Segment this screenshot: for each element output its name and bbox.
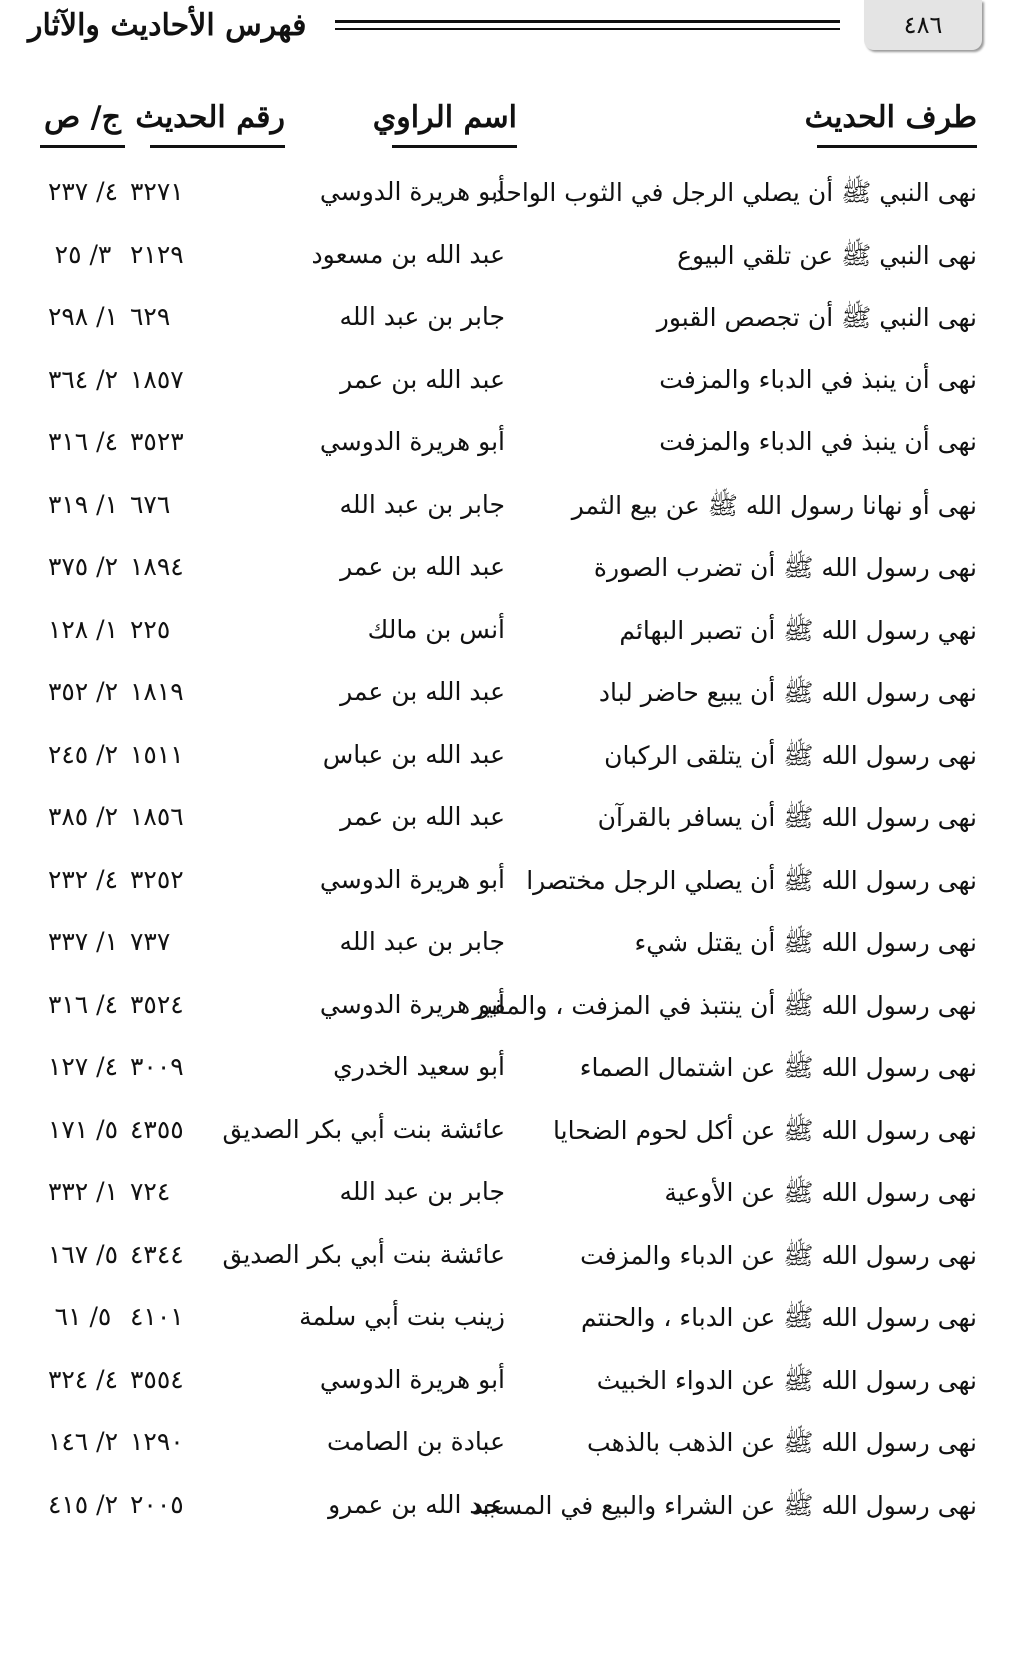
table-row <box>0 1042 1010 1105</box>
volume-page-ref: ٢/ ٣٨٥ <box>47 802 119 831</box>
volume-page-ref: ٤/ ١٢٧ <box>47 1052 119 1081</box>
column-header-volume-page: ج/ ص <box>40 100 125 148</box>
hadith-number: ٢٢٥ <box>130 614 171 644</box>
hadith-index-table <box>0 167 1010 1542</box>
table-row <box>0 230 1010 293</box>
volume-page-ref: ٤/ ٢٣٢ <box>47 864 119 894</box>
running-title: فهرس الأحاديث والآثار <box>28 8 307 43</box>
hadith-number: ٣٥٥٤ <box>130 1364 184 1394</box>
hadith-incipit: نهى رسول الله ﷺ عن الدباء ، والحنتم <box>580 1303 977 1332</box>
hadith-incipit: نهى رسول الله ﷺ أن يسافر بالقرآن <box>597 803 977 832</box>
narrator-name: عبد الله بن عمرو <box>328 1489 505 1519</box>
volume-page-ref: ٥/ ١٧١ <box>47 1114 119 1144</box>
hadith-incipit: نهى رسول الله ﷺ عن اشتمال الصماء <box>579 1053 977 1082</box>
narrator-name: أبو هريرة الدوسي <box>319 177 505 206</box>
hadith-incipit: نهي رسول الله ﷺ أن تصبر البهائم <box>619 615 977 645</box>
volume-page-ref: ١/ ٣٣٢ <box>47 1177 119 1206</box>
narrator-name: جابر بن عبد الله <box>339 302 505 331</box>
narrator-name: أبو هريرة الدوسي <box>319 989 505 1019</box>
table-row <box>0 730 1010 793</box>
table-row <box>0 417 1010 480</box>
hadith-incipit: نهى أن ينبذ في الدباء والمزفت <box>659 364 977 394</box>
table-row <box>0 480 1010 543</box>
volume-page-ref: ٢/ ٣٥٢ <box>47 677 119 706</box>
narrator-name: زينب بنت أبي سلمة <box>299 1302 505 1331</box>
table-row <box>0 855 1010 918</box>
narrator-name: أنس بن مالك <box>367 614 505 644</box>
narrator-name: عبد الله بن عمر <box>340 364 505 394</box>
narrator-name: جابر بن عبد الله <box>339 1177 505 1206</box>
volume-page-ref: ٤/ ٣١٦ <box>47 427 119 456</box>
hadith-number: ٤١٠١ <box>130 1302 184 1331</box>
narrator-name: أبو هريرة الدوسي <box>319 427 505 456</box>
hadith-number: ١٢٩٠ <box>130 1427 184 1456</box>
narrator-name: جابر بن عبد الله <box>339 927 505 956</box>
hadith-incipit: نهى النبي ﷺ أن تجصص القبور <box>656 303 977 332</box>
hadith-incipit: نهى رسول الله ﷺ أن ينتبذ في المزفت ، والمقير <box>472 990 977 1020</box>
narrator-name: عبد الله بن مسعود <box>311 239 505 269</box>
table-row <box>0 1292 1010 1355</box>
table-row <box>0 605 1010 668</box>
hadith-number: ١٨٩٤ <box>130 552 184 581</box>
hadith-number: ٦٧٦ <box>130 489 171 519</box>
hadith-number: ٢٠٠٥ <box>130 1489 184 1519</box>
column-header-rawi: اسم الراوي <box>392 100 517 148</box>
narrator-name: عائشة بنت أبي بكر الصديق <box>222 1239 505 1269</box>
hadith-number: ٣٥٢٣ <box>130 427 184 456</box>
volume-page-ref: ٢/ ٤١٥ <box>47 1489 119 1519</box>
hadith-incipit: نهى النبي ﷺ عن تلقي البيوع <box>677 240 977 270</box>
volume-page-ref: ٣/ ٢٥ <box>54 239 112 269</box>
hadith-incipit: نهى رسول الله ﷺ عن الأوعية <box>664 1178 977 1207</box>
hadith-incipit: نهى رسول الله ﷺ أن تضرب الصورة <box>593 553 977 582</box>
hadith-number: ٣٠٠٩ <box>130 1052 184 1081</box>
table-row <box>0 1167 1010 1230</box>
hadith-incipit: نهى أن ينبذ في الدباء والمزفت <box>659 427 977 456</box>
hadith-incipit: نهى رسول الله ﷺ عن الذهب بالذهب <box>587 1428 977 1457</box>
hadith-number: ١٨٥٦ <box>130 802 184 831</box>
hadith-incipit: نهى رسول الله ﷺ أن يتلقى الركبان <box>604 740 977 770</box>
table-row <box>0 1230 1010 1293</box>
table-row <box>0 792 1010 855</box>
volume-page-ref: ١/ ٣٣٧ <box>47 927 119 956</box>
table-row <box>0 1417 1010 1480</box>
hadith-incipit: نهى رسول الله ﷺ عن الدواء الخبيث <box>596 1365 977 1395</box>
volume-page-ref: ٤/ ٣١٦ <box>47 989 119 1019</box>
hadith-number: ٧٣٧ <box>130 927 171 956</box>
header-double-rule <box>335 20 840 30</box>
volume-page-ref: ٥/ ٦١ <box>54 1302 112 1331</box>
hadith-number: ٣٢٥٢ <box>130 864 184 894</box>
volume-page-ref: ٥/ ١٦٧ <box>47 1239 119 1269</box>
header-rule-bottom <box>335 28 840 30</box>
table-row <box>0 167 1010 230</box>
narrator-name: جابر بن عبد الله <box>339 489 505 519</box>
volume-page-ref: ٢/ ٣٧٥ <box>47 552 119 581</box>
hadith-number: ٢١٢٩ <box>130 239 184 269</box>
column-header-raqm: رقم الحديث <box>150 100 285 148</box>
page-header <box>0 0 1010 60</box>
narrator-name: أبو هريرة الدوسي <box>319 864 505 894</box>
narrator-name: عبد الله بن عمر <box>340 552 505 581</box>
hadith-number: ٦٢٩ <box>130 302 171 331</box>
narrator-name: عبادة بن الصامت <box>327 1427 505 1456</box>
volume-page-ref: ٢/ ٣٦٤ <box>47 364 119 394</box>
hadith-number: ١٨١٩ <box>130 677 184 706</box>
narrator-name: أبو سعيد الخدري <box>333 1052 505 1081</box>
table-row <box>0 1480 1010 1543</box>
page-number-tab <box>864 0 982 50</box>
table-row <box>0 1355 1010 1418</box>
volume-page-ref: ٤/ ٢٣٧ <box>47 177 119 206</box>
table-row <box>0 667 1010 730</box>
table-row <box>0 980 1010 1043</box>
header-rule-top <box>335 20 840 23</box>
page-number: ٤٨٦ <box>903 11 943 39</box>
hadith-incipit: نهى أو نهانا رسول الله ﷺ عن بيع الثمر <box>571 490 977 520</box>
table-row <box>0 355 1010 418</box>
narrator-name: عبد الله بن عمر <box>340 677 505 706</box>
hadith-incipit: نهى رسول الله ﷺ عن الدباء والمزفت <box>580 1240 977 1270</box>
table-row <box>0 1105 1010 1168</box>
hadith-number: ٣٥٢٤ <box>130 989 184 1019</box>
hadith-incipit: نهى النبي ﷺ أن يصلي الرجل في الثوب الواحد <box>493 178 977 207</box>
narrator-name: عبد الله بن عمر <box>340 802 505 831</box>
volume-page-ref: ١/ ٢٩٨ <box>47 302 119 331</box>
hadith-number: ٣٢٧١ <box>130 177 184 206</box>
hadith-incipit: نهى رسول الله ﷺ عن أكل لحوم الضحايا <box>553 1115 977 1145</box>
table-row <box>0 542 1010 605</box>
hadith-number: ٧٢٤ <box>130 1177 171 1206</box>
volume-page-ref: ٢/ ١٤٦ <box>47 1427 119 1456</box>
hadith-number: ٤٣٥٥ <box>130 1114 184 1144</box>
volume-page-ref: ١/ ١٢٨ <box>47 614 119 644</box>
hadith-incipit: نهى رسول الله ﷺ أن يقتل شيء <box>634 928 977 957</box>
hadith-number: ١٨٥٧ <box>130 364 184 394</box>
column-header-taraf: طرف الحديث <box>817 100 977 148</box>
volume-page-ref: ٢/ ٢٤٥ <box>47 739 119 769</box>
table-row <box>0 917 1010 980</box>
hadith-incipit: نهى رسول الله ﷺ عن الشراء والبيع في المسجد <box>471 1490 977 1520</box>
narrator-name: أبو هريرة الدوسي <box>319 1364 505 1394</box>
hadith-number: ٤٣٤٤ <box>130 1239 184 1269</box>
hadith-incipit: نهى رسول الله ﷺ أن يصلي الرجل مختصرا <box>526 865 977 895</box>
volume-page-ref: ١/ ٣١٩ <box>47 489 119 519</box>
narrator-name: عائشة بنت أبي بكر الصديق <box>222 1114 505 1144</box>
narrator-name: عبد الله بن عباس <box>322 739 505 769</box>
volume-page-ref: ٤/ ٣٢٤ <box>47 1364 119 1394</box>
table-row <box>0 292 1010 355</box>
hadith-number: ١٥١١ <box>130 739 184 769</box>
hadith-incipit: نهى رسول الله ﷺ أن يبيع حاضر لباد <box>598 678 977 707</box>
